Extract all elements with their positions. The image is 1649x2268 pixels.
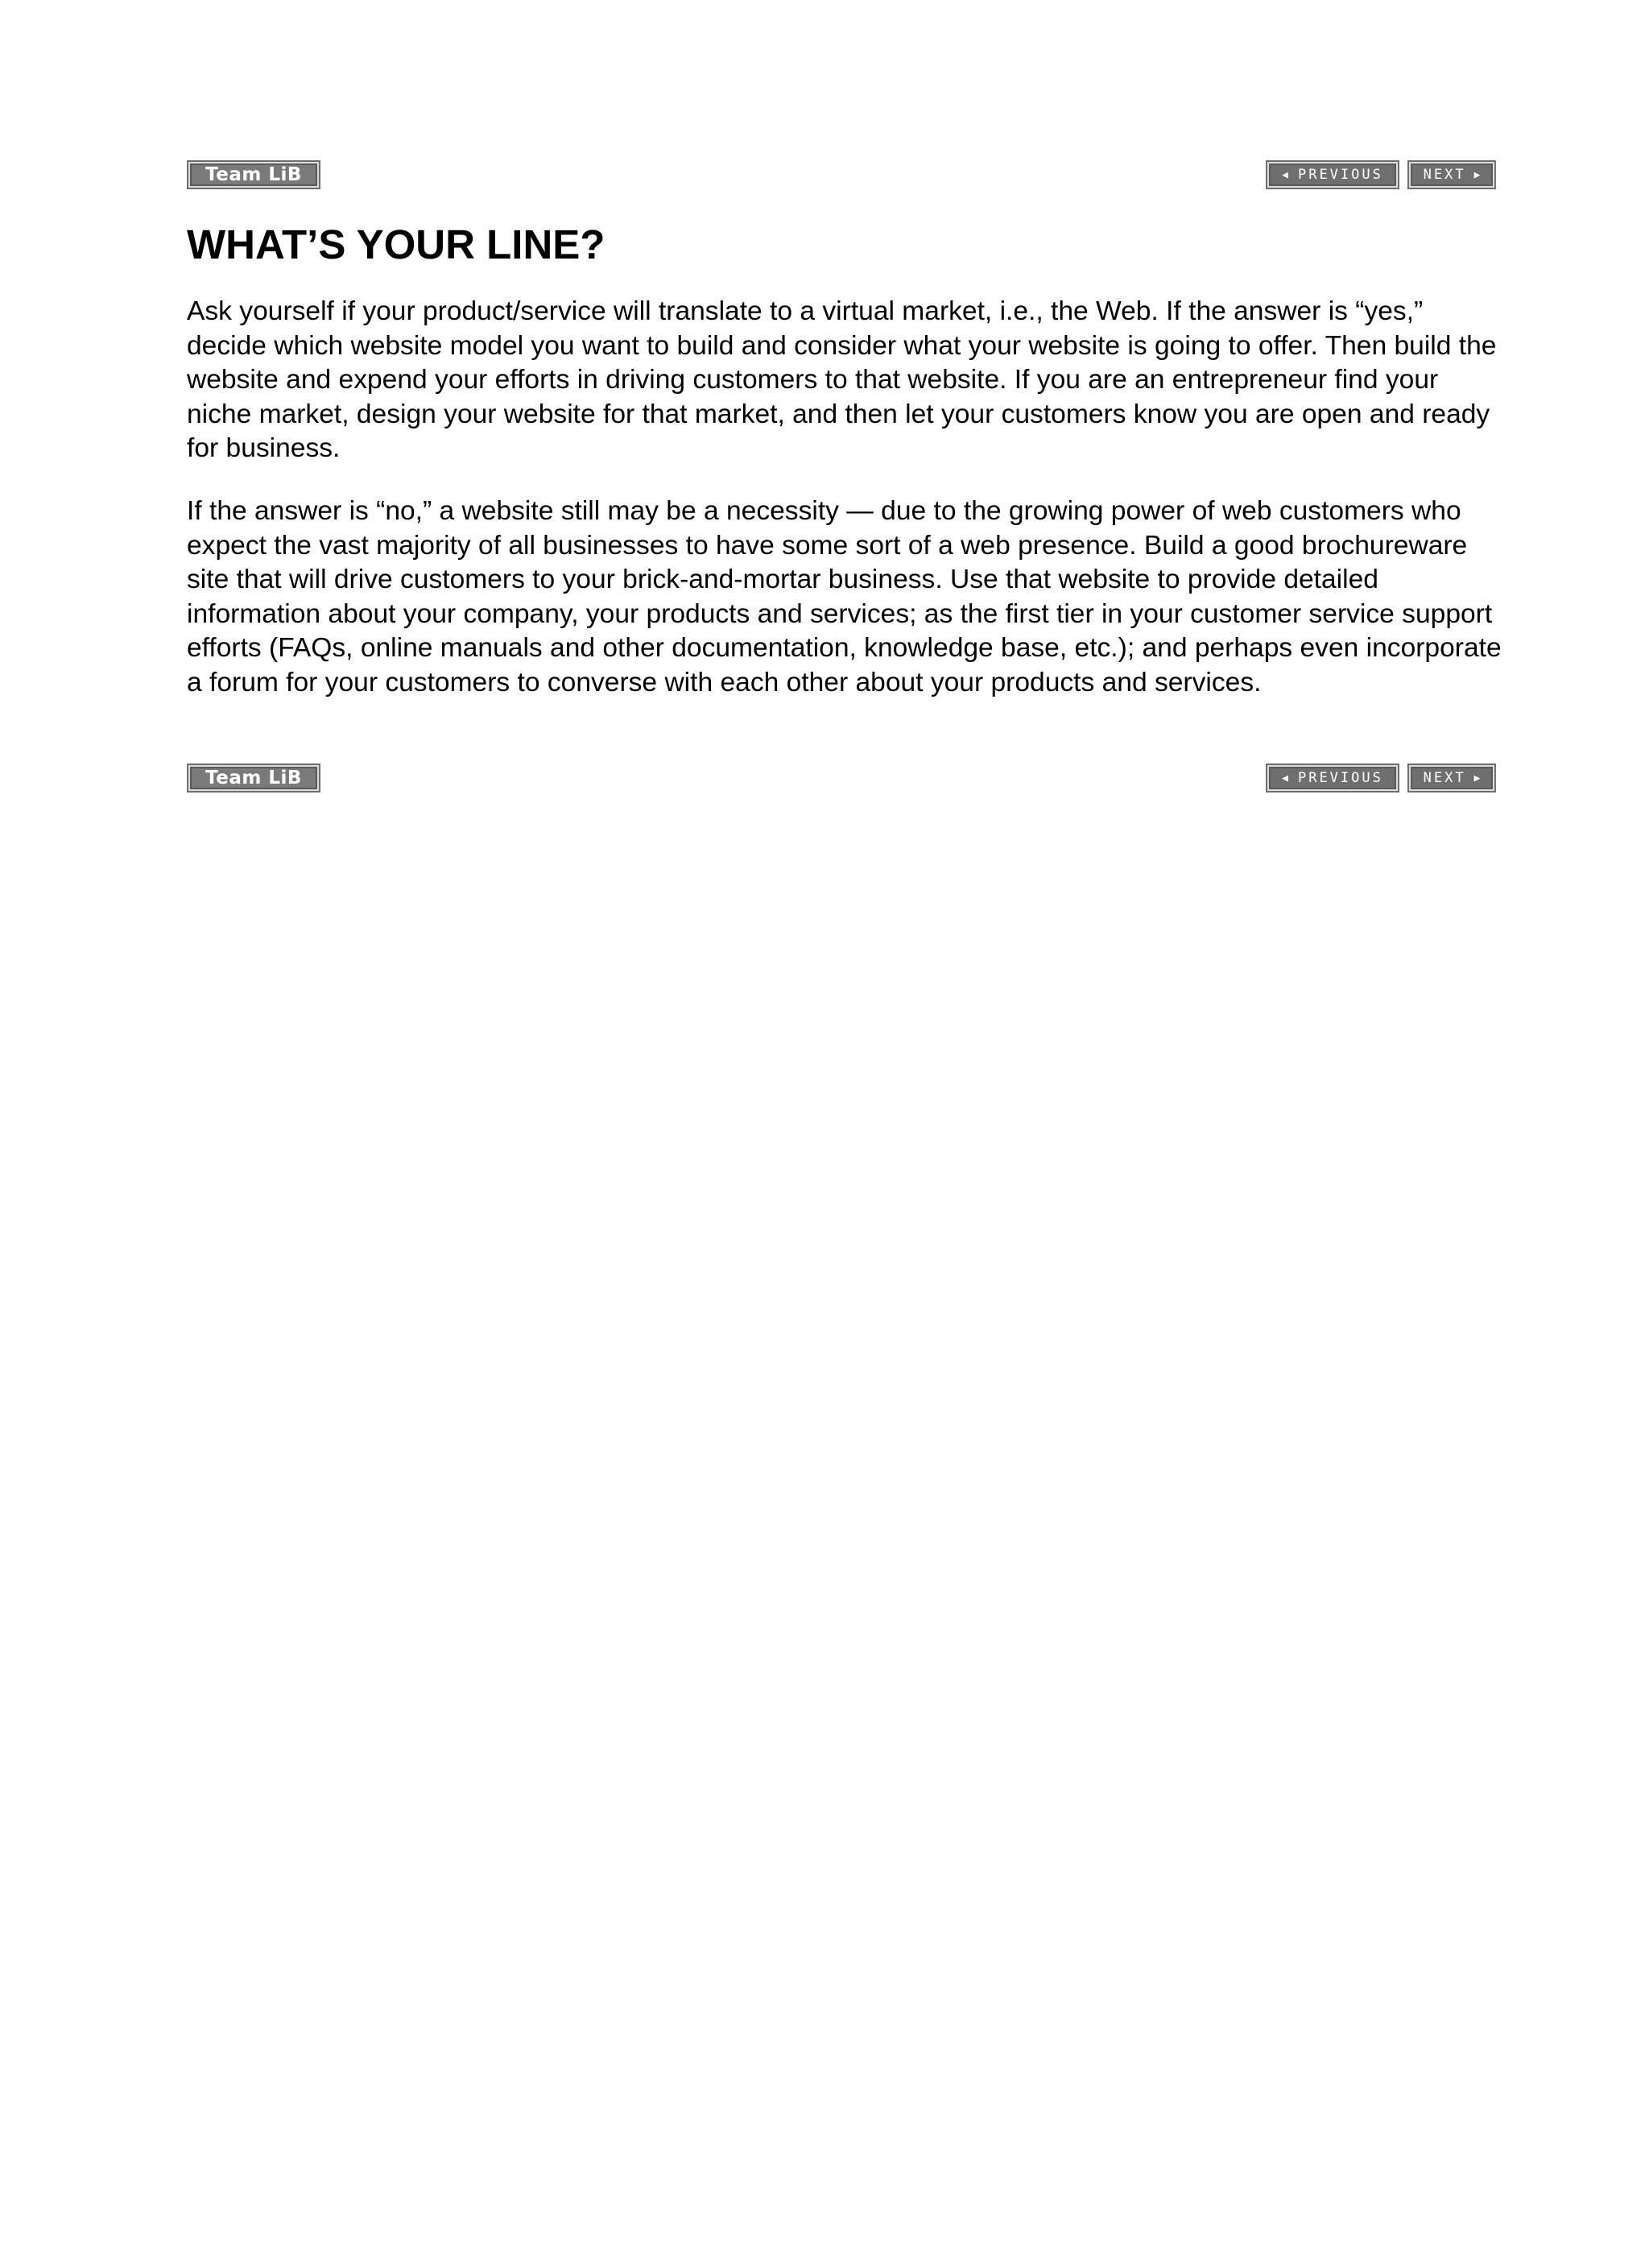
left-arrow-icon: ◀ <box>1282 772 1288 784</box>
left-arrow-icon: ◀ <box>1282 168 1288 181</box>
section-title: WHAT’S YOUR LINE? <box>187 221 605 267</box>
right-arrow-icon: ▶ <box>1473 168 1481 181</box>
team-lib-label: Team LiB <box>205 164 302 185</box>
next-button[interactable] <box>1407 160 1496 189</box>
next-label: NEXT <box>1423 770 1466 786</box>
previous-button[interactable] <box>1266 764 1399 793</box>
paragraph-1: Ask yourself if your product/service will translate to a virtual market, i.e., the Web. If the answer is “yes,” decide which website model you want to build and consider what your website is going to offer. Then build the website and expend your efforts in driving customers to that website. If you are an entrepreneur find your niche market, design your website for that market, and then let your customers know you are open and ready for business. <box>187 296 1497 463</box>
team-lib-logo-button[interactable] <box>187 764 320 793</box>
previous-label: PREVIOUS <box>1297 770 1383 786</box>
paragraph-2: If the answer is “no,” a website still may be a necessity — due to the growing power of web customers who expect the vast majority of all businesses to have some sort of a web presence. Build a good brochureware site that will drive customers to your brick-and-mortar business. Use that website to provide detailed information about your company, your products and services; as the first tier in your customer service support efforts (FAQs, online manuals and other documentation, knowledge base, etc.); and perhaps even incorporate a forum for your customers to converse with each other about your products and services. <box>187 496 1502 697</box>
previous-label: PREVIOUS <box>1297 167 1383 183</box>
previous-button[interactable] <box>1266 160 1399 189</box>
next-label: NEXT <box>1423 167 1466 183</box>
bottom-navigation-bar <box>187 764 1496 797</box>
top-navigation-bar <box>187 160 1496 194</box>
right-arrow-icon: ▶ <box>1473 772 1481 784</box>
next-button[interactable] <box>1407 764 1496 793</box>
team-lib-label: Team LiB <box>205 768 302 788</box>
team-lib-logo-button[interactable] <box>187 160 320 189</box>
